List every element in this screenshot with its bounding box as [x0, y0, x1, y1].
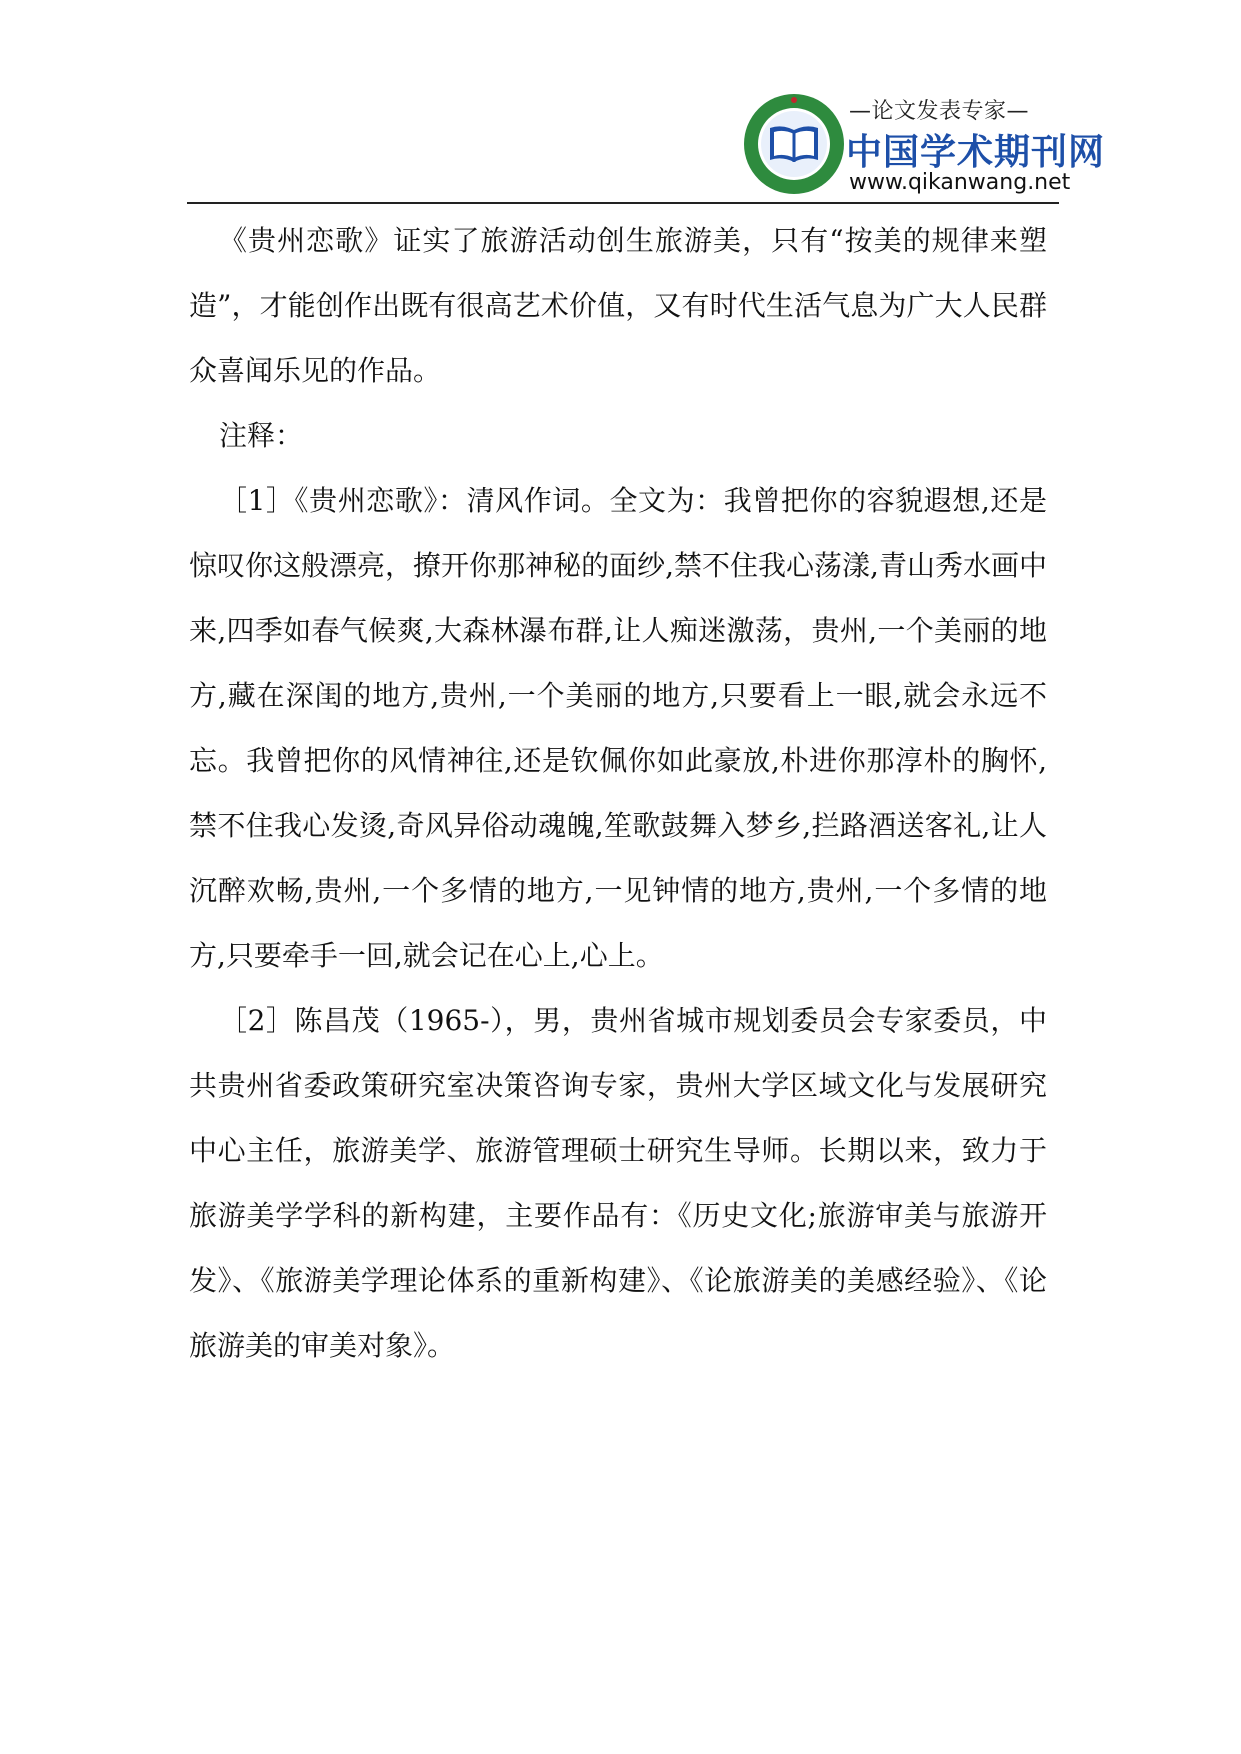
qikanwang-logo: [742, 88, 1106, 203]
notes-heading: 注释：: [219, 419, 304, 452]
logo-brand-name: 中国学术期刊网: [846, 132, 1106, 173]
body-paragraph: 《贵州恋歌》证实了旅游活动创生旅游美，只有“按美的规律来塑造”，才能创作出既有很高艺术价值，又有时代生活气息为广大人民群众喜闻乐见的作品。: [189, 224, 1047, 387]
logo-url: www.qikanwang.net: [849, 170, 1071, 195]
page-header: [0, 0, 1241, 205]
document-body: [189, 208, 1047, 1378]
footnote-2: ［2］陈昌茂（1965-），男，贵州省城市规划委员会专家委员，中共贵州省委政策研究室决策咨询专家，贵州大学区域文化与发展研究中心主任，旅游美学、旅游管理硕士研究生导师。长期以来，致力于旅游美学学科的新构建，主要作品有：《历史文化;旅游审美与旅游开发》、《旅游美学理论体系的重新构建》、《论旅游美的美感经验》、《论旅游美的审美对象》。: [189, 1004, 1047, 1362]
footnote-1: ［1］《贵州恋歌》：清风作词。全文为：我曾把你的容貌遐想,还是惊叹你这般漂亮，撩开你那神秘的面纱,禁不住我心荡漾,青山秀水画中来,四季如春气候爽,大森林瀑布群,让人痴迷激荡，贵州,一个美丽的地方,藏在深闺的地方,贵州,一个美丽的地方,只要看上一眼,就会永远不忘。我曾把你的风情神往,还是钦佩你如此豪放,朴进你那淳朴的胸怀,禁不住我心发烫,奇风异俗动魂魄,笙歌鼓舞入梦乡,拦路酒送客礼,让人沉醉欢畅,贵州,一个多情的地方,一见钟情的地方,贵州,一个多情的地方,只要牵手一回,就会记在心上,心上。: [189, 484, 1047, 972]
header-divider: [187, 202, 1059, 204]
logo-tagline: —论文发表专家—: [849, 99, 1030, 124]
seal-logo-icon: [742, 92, 846, 196]
